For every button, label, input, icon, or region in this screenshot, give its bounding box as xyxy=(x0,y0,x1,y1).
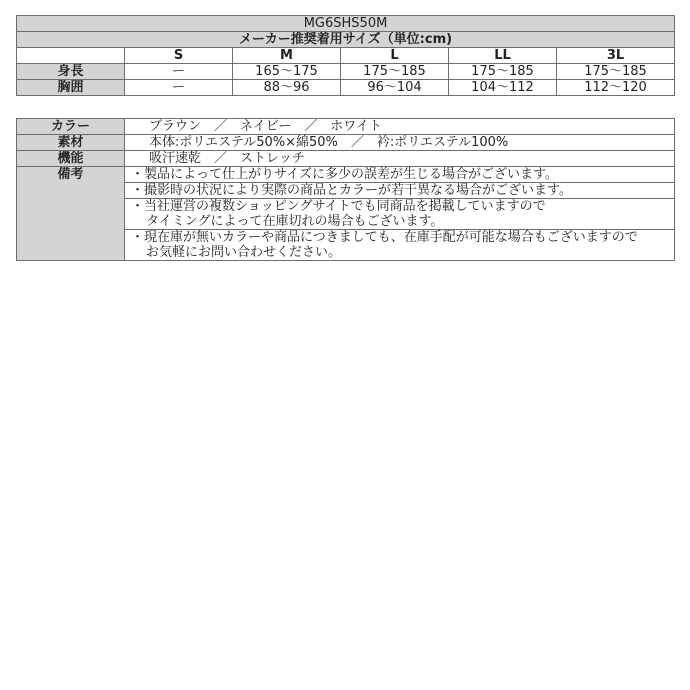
height-ll: 175～185 xyxy=(449,64,557,80)
chest-label: 胸囲 xyxy=(17,80,125,96)
height-l: 175～185 xyxy=(341,64,449,80)
model-number: MG6SHS50M xyxy=(17,16,675,32)
size-table-subtitle: メーカー推奨着用サイズ（単位:cm) xyxy=(17,32,675,48)
height-row xyxy=(17,64,675,80)
chest-s: ー xyxy=(125,80,233,96)
chest-l: 96～104 xyxy=(341,80,449,96)
note-3-text: ・当社運営の複数ショッピングサイトでも同商品を掲載していますので xyxy=(131,199,546,214)
chest-row xyxy=(17,80,675,96)
function-label: 機能 xyxy=(17,151,125,167)
size-table xyxy=(16,15,675,96)
color-label: カラー xyxy=(17,119,125,135)
note-item xyxy=(125,230,675,261)
note-1-text: ・製品によって仕上がりサイズに多少の誤差が生じる場合がございます。 xyxy=(131,167,558,182)
size-header-m: M xyxy=(233,48,341,64)
notes-row xyxy=(17,167,675,183)
note-item xyxy=(125,183,675,199)
chest-ll: 104～112 xyxy=(449,80,557,96)
spec-table xyxy=(16,118,675,261)
note-3-text-cont: タイミングによって在庫切れの場合もございます。 xyxy=(146,214,444,229)
note-4-text-cont: お気軽にお問い合わせください。 xyxy=(146,245,342,260)
material-label: 素材 xyxy=(17,135,125,151)
function-value: 吸汗速乾 ／ ストレッチ xyxy=(125,151,675,167)
size-header-corner xyxy=(17,48,125,64)
note-2-text: ・撮影時の状況により実際の商品とカラーが若干異なる場合がございます。 xyxy=(131,183,572,198)
note-item xyxy=(125,167,675,183)
material-row xyxy=(17,135,675,151)
material-value: 本体:ポリエステル50%×綿50% ／ 衿:ポリエステル100% xyxy=(125,135,675,151)
function-row xyxy=(17,151,675,167)
notes-label: 備考 xyxy=(17,167,125,261)
note-4-text: ・現在庫が無いカラーや商品につきましても、在庫手配が可能な場合もございますので xyxy=(131,230,638,245)
height-label: 身長 xyxy=(17,64,125,80)
chest-m: 88～96 xyxy=(233,80,341,96)
height-s: ー xyxy=(125,64,233,80)
size-header-3l: 3L xyxy=(557,48,675,64)
size-header-s: S xyxy=(125,48,233,64)
chest-3l: 112～120 xyxy=(557,80,675,96)
note-item xyxy=(125,199,675,230)
color-row xyxy=(17,119,675,135)
size-header-ll: LL xyxy=(449,48,557,64)
size-header-l: L xyxy=(341,48,449,64)
height-m: 165～175 xyxy=(233,64,341,80)
height-3l: 175～185 xyxy=(557,64,675,80)
color-value: ブラウン ／ ネイビー ／ ホワイト xyxy=(125,119,675,135)
